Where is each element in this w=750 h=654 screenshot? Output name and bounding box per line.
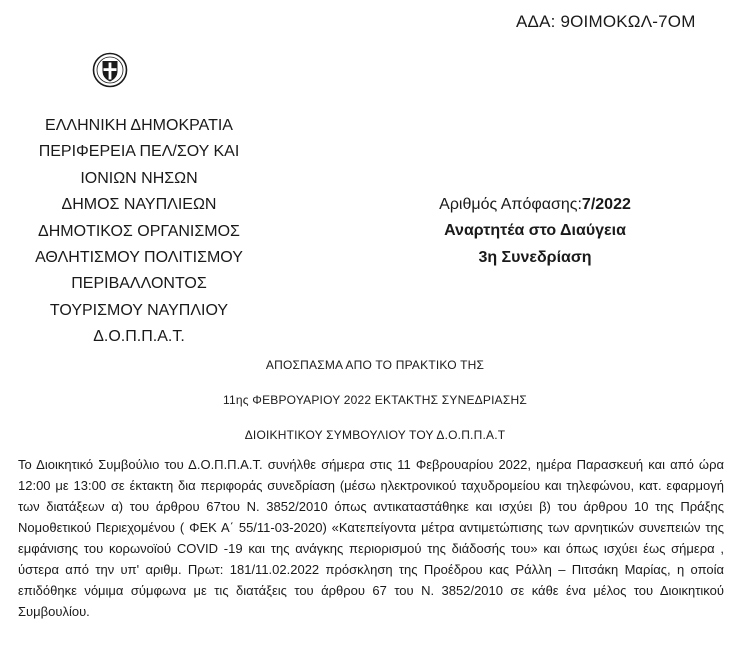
decision-number-value: 7/2022 xyxy=(581,196,631,213)
minutes-body xyxy=(18,454,724,622)
issuer-line: ΔΗΜΟΤΙΚΟΣ ΟΡΓΑΝΙΣΜΟΣ xyxy=(38,222,240,240)
decision-number xyxy=(430,192,640,218)
ada-code: ΑΔΑ: 9ΟΙΜΟΚΩΛ-7ΟΜ xyxy=(516,12,696,31)
issuer-line: ΠΕΡΙΒΑΛΛΟΝΤΟΣ xyxy=(71,275,207,293)
issuer-block xyxy=(14,113,264,351)
decision-number-label: Αριθμός Απόφασης: xyxy=(439,196,582,213)
greek-coat-of-arms-icon xyxy=(92,52,128,88)
extract-heading-line: ΔΙΟΙΚΗΤΙΚΟΥ ΣΥΜΒΟΥΛΙΟΥ ΤΟΥ Δ.Ο.Π.Π.Α.Τ xyxy=(244,428,506,442)
issuer-line: ΔΗΜΟΣ ΝΑΥΠΛΙΕΩΝ xyxy=(61,196,217,214)
body-paragraph: Το Διοικητικό Συμβούλιο του Δ.Ο.Π.Π.Α.Τ. συνήλθε σήμερα στις 11 Φεβρουαρίου 2022, ημέρα Παρασκευή και από ώρα 12:00 με 13:00 σε έκτακτη δια περιφοράς συνεδρίαση (μέσω ηλεκτρονικού ταχυδρομείου και τηλεφώνου, κατ. εφαρμογή των διατάξεων α) του άρθρου 67του Ν. 3852/2010 όπως αντικαταστάθηκε και ισχύει β) του άρθρου 10 της Πράξης Νομοθετικού Περιεχομένου ( ΦΕΚ Α΄ 55/11-03-2020) «Κατεπείγοντα μέτρα αντιμετώπισης των αρνητικών συνεπειών της εμφάνισης του κορωνοϊού COVID -19 και της ανάγκης περιορισμού της διάδοσής του» και όπως ισχύει έως σήμερα , ύστερα από την υπ' αριθμ. Πρωτ: 181/11.02.2022 πρόσκληση της Προέδρου κας Ράλλη – Πιτσάκη Μαρίας, η οποία επιδόθηκε νόμιμα σύμφωνα με τις διατάξεις του άρθρου 67 του Ν. 3852/2010 σε κάθε ένα μέλος του Διοικητικού Συμβουλίου. xyxy=(18,457,724,619)
issuer-line: ΑΘΛΗΤΙΣΜΟΥ ΠΟΛΙΤΙΣΜΟΥ xyxy=(35,249,243,267)
issuer-line: ΤΟΥΡΙΣΜΟΥ ΝΑΥΠΛΙΟΥ xyxy=(49,301,229,319)
session-label: 3η Συνεδρίαση xyxy=(478,248,592,266)
posting-note: Αναρτητέα στο Διαύγεια xyxy=(444,222,626,240)
issuer-line: ΙΟΝΙΩΝ ΝΗΣΩΝ xyxy=(80,169,198,187)
issuer-line: ΠΕΡΙΦΕΡΕΙΑ ΠΕΛ/ΣΟΥ ΚΑΙ xyxy=(38,143,240,161)
decision-block xyxy=(430,192,640,271)
issuer-line: ΕΛΛΗΝΙΚΗ ΔΗΜΟΚΡΑΤΙΑ xyxy=(45,117,233,134)
issuer-line: Δ.Ο.Π.Π.Α.Τ. xyxy=(93,328,185,346)
extract-heading-line: ΑΠΟΣΠΑΣΜΑ ΑΠΟ ΤΟ ΠΡΑΚΤΙΚΟ ΤΗΣ xyxy=(265,358,485,372)
extract-heading-line: 11ης ΦΕΒΡΟΥΑΡΙΟΥ 2022 ΕΚΤΑΚΤΗΣ ΣΥΝΕΔΡΙΑΣΗΣ xyxy=(223,393,527,407)
